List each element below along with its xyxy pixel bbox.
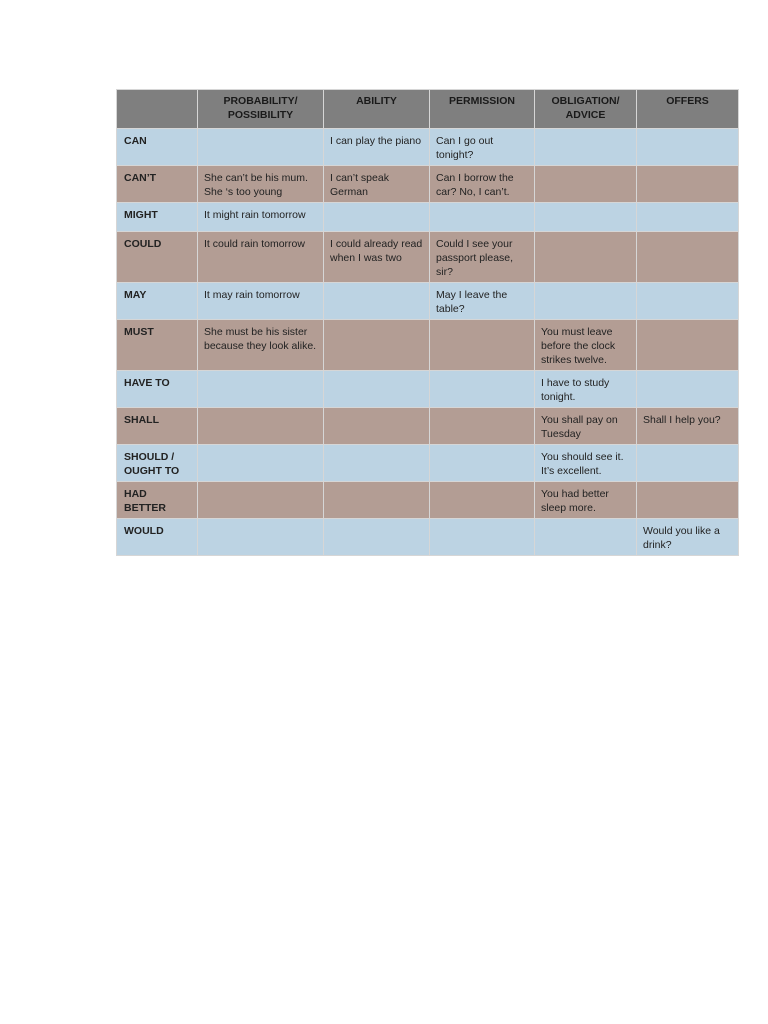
header-offers: OFFERS — [637, 90, 739, 129]
table-cell: Can I go out tonight? — [430, 129, 535, 166]
table-cell — [198, 408, 324, 445]
table-row — [117, 371, 739, 408]
table-cell: She must be his sister because they look alike. — [198, 320, 324, 371]
table-cell — [324, 445, 430, 482]
header-obligation-advice: OBLIGATION/ ADVICE — [535, 90, 637, 129]
header-row — [117, 90, 739, 129]
table-cell: I could already read when I was two — [324, 232, 430, 283]
table-cell — [430, 203, 535, 232]
table-row — [117, 166, 739, 203]
table-row — [117, 445, 739, 482]
header-probability-possibility: PROBABILITY/ POSSIBILITY — [198, 90, 324, 129]
table-cell — [198, 482, 324, 519]
table-cell — [430, 320, 535, 371]
modal-label: COULD — [117, 232, 198, 283]
table-cell — [324, 320, 430, 371]
table-cell: You shall pay on Tuesday — [535, 408, 637, 445]
table-cell — [637, 232, 739, 283]
table-cell: Could I see your passport please, sir? — [430, 232, 535, 283]
table-cell — [198, 129, 324, 166]
table-cell — [637, 129, 739, 166]
table-cell: You should see it. It’s excellent. — [535, 445, 637, 482]
modal-label: SHALL — [117, 408, 198, 445]
table-cell — [637, 203, 739, 232]
table-cell — [430, 519, 535, 556]
modal-label: HAVE TO — [117, 371, 198, 408]
table-row — [117, 232, 739, 283]
table-cell — [535, 166, 637, 203]
table-row — [117, 283, 739, 320]
table-cell: May I leave the table? — [430, 283, 535, 320]
table-cell: It might rain tomorrow — [198, 203, 324, 232]
table-cell — [535, 519, 637, 556]
table-row — [117, 320, 739, 371]
table-cell: You must leave before the clock strikes twelve. — [535, 320, 637, 371]
table-cell — [535, 129, 637, 166]
modal-label: HAD BETTER — [117, 482, 198, 519]
modal-label: MUST — [117, 320, 198, 371]
modal-label: CAN’T — [117, 166, 198, 203]
table-cell — [535, 232, 637, 283]
table-cell — [637, 371, 739, 408]
table-cell — [637, 320, 739, 371]
table-cell — [637, 166, 739, 203]
table-cell — [198, 371, 324, 408]
modal-label: CAN — [117, 129, 198, 166]
table-cell: I can’t speak German — [324, 166, 430, 203]
table-cell — [430, 445, 535, 482]
header-corner — [117, 90, 198, 129]
table-cell — [637, 283, 739, 320]
table-row — [117, 408, 739, 445]
table-row — [117, 519, 739, 556]
table-cell: It may rain tomorrow — [198, 283, 324, 320]
table-cell — [324, 482, 430, 519]
table-row — [117, 129, 739, 166]
table-cell — [430, 482, 535, 519]
table-cell — [324, 283, 430, 320]
table-cell: I can play the piano — [324, 129, 430, 166]
table-cell — [198, 519, 324, 556]
table-cell — [637, 482, 739, 519]
table-cell: I have to study tonight. — [535, 371, 637, 408]
header-permission: PERMISSION — [430, 90, 535, 129]
table-cell — [430, 371, 535, 408]
modal-label: MIGHT — [117, 203, 198, 232]
table-cell — [535, 203, 637, 232]
table-row — [117, 482, 739, 519]
modal-label: SHOULD / OUGHT TO — [117, 445, 198, 482]
table-cell — [324, 408, 430, 445]
modal-label: WOULD — [117, 519, 198, 556]
table-cell — [324, 371, 430, 408]
table-cell: It could rain tomorrow — [198, 232, 324, 283]
table-cell — [637, 445, 739, 482]
table-cell — [324, 203, 430, 232]
header-ability: ABILITY — [324, 90, 430, 129]
table-cell: Shall I help you? — [637, 408, 739, 445]
table-cell: Would you like a drink? — [637, 519, 739, 556]
table-cell: Can I borrow the car? No, I can’t. — [430, 166, 535, 203]
table-cell — [324, 519, 430, 556]
table-cell: You had better sleep more. — [535, 482, 637, 519]
table-cell — [198, 445, 324, 482]
table-cell — [535, 283, 637, 320]
table-cell: She can’t be his mum. She ‘s too young — [198, 166, 324, 203]
modal-verbs-table — [116, 89, 739, 556]
table-cell — [430, 408, 535, 445]
table-row — [117, 203, 739, 232]
modal-label: MAY — [117, 283, 198, 320]
